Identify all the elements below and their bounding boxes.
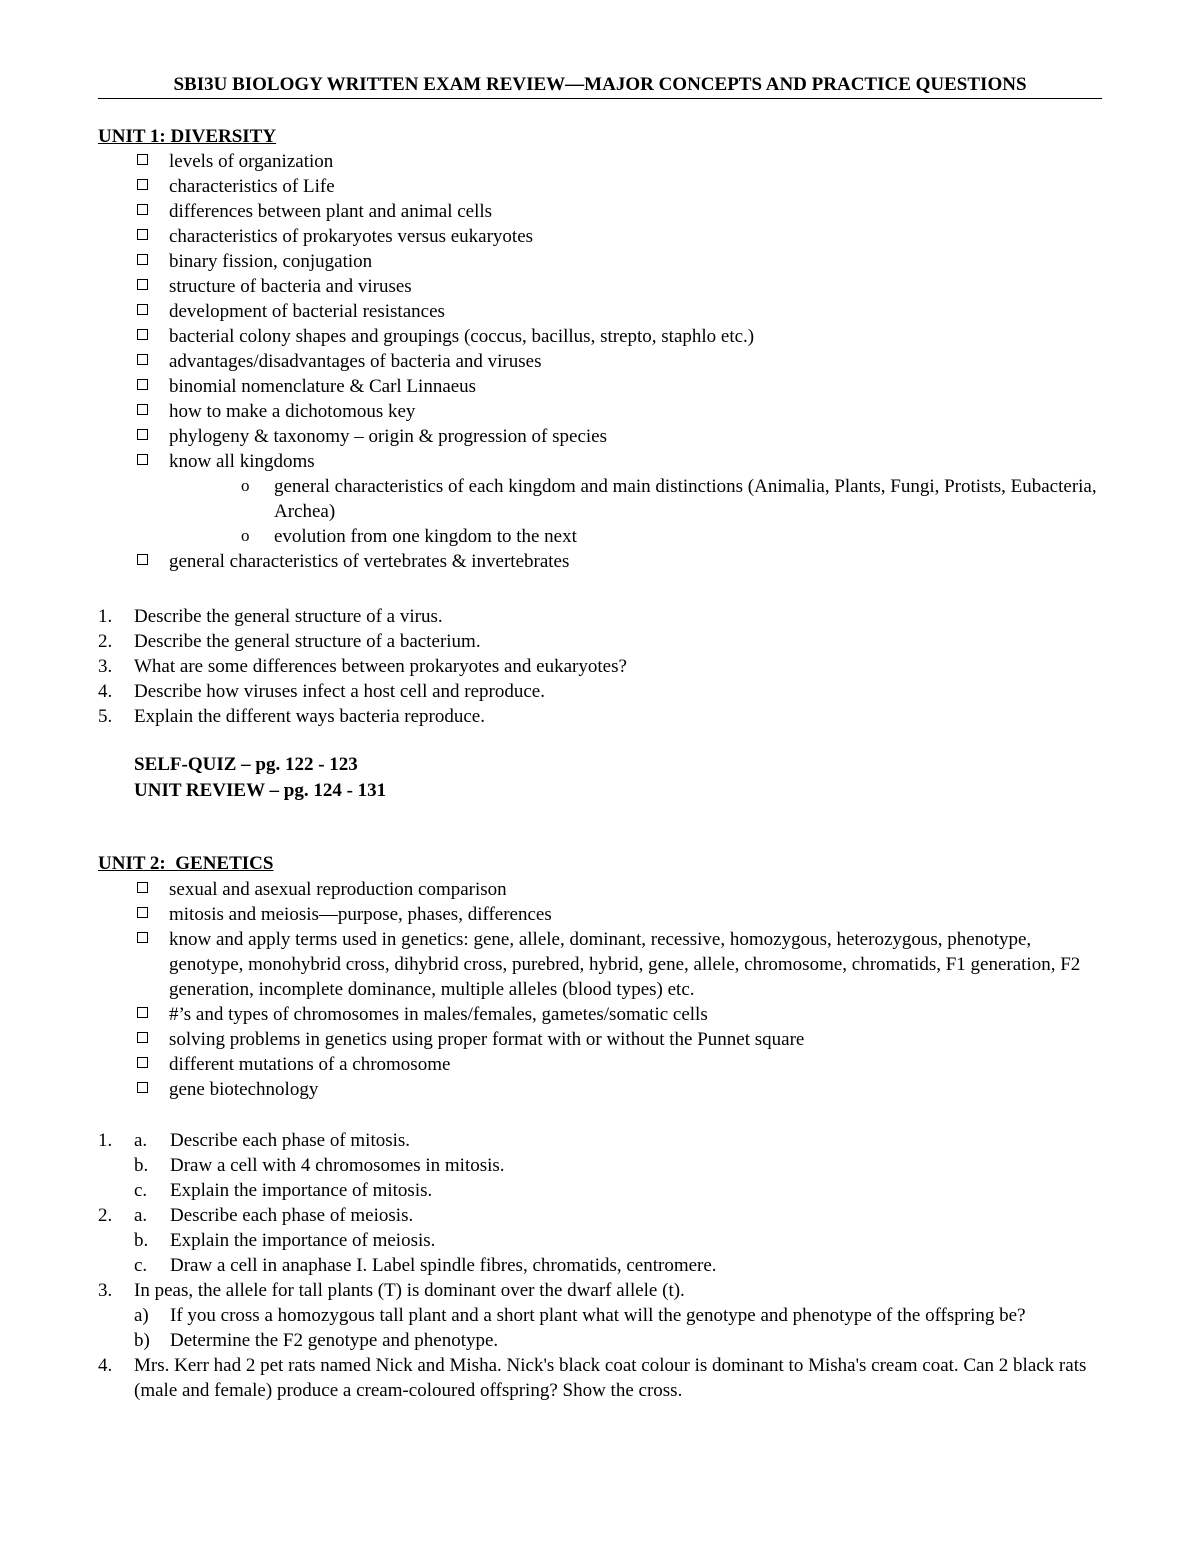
unit-1-questions — [98, 604, 1114, 729]
checkbox-icon — [137, 154, 148, 165]
document-title: SBI3U BIOLOGY WRITTEN EXAM REVIEW—MAJOR CONCEPTS AND PRACTICE QUESTIONS — [98, 72, 1102, 99]
sublist-item: o general characteristics of each kingdom and main distinctions (Animalia, Plants, Fungi, Protists, Eubacteria, Archea) — [169, 474, 1144, 524]
checklist-item: structure of bacteria and viruses — [134, 274, 1109, 299]
checklist-item: general characteristics of vertebrates & invertebrates — [134, 549, 1109, 574]
checklist-item: phylogeny & taxonomy – origin & progression of species — [134, 424, 1109, 449]
checklist-item: levels of organization — [134, 149, 1109, 174]
checkbox-icon — [137, 304, 148, 315]
checklist-item: #’s and types of chromosomes in males/females, gametes/somatic cells — [134, 1002, 1109, 1027]
question-item: 4. Mrs. Kerr had 2 pet rats named Nick and Misha. Nick's black coat colour is dominant to Misha's cream coat. Can 2 black rats (male and female) produce a cream-coloured offspring? Show the cross. — [98, 1353, 1114, 1403]
checklist-item: characteristics of Life — [134, 174, 1109, 199]
unit-1-references — [134, 752, 386, 804]
question-item: 5. Explain the different ways bacteria reproduce. — [98, 706, 485, 727]
checklist-item: know and apply terms used in genetics: gene, allele, dominant, recessive, homozygous, heterozygous, phenotype, genotype, monohybrid cross, dihybrid cross, purebred, hybrid, gene, allele, chromosome, chromatids, F1 generation, F2 generation, incomplete dominance, multiple alleles (blood types) etc. — [134, 927, 1109, 1002]
checkbox-icon — [137, 279, 148, 290]
question-item: 3. In peas, the allele for tall plants (T) is dominant over the dwarf allele (t). a) If you cross a homozygous tall plant and a short plant what will the genotype and phenotype of the offspring be? b) Determine the F2 genotype and phenotype. — [98, 1278, 1114, 1353]
checkbox-icon — [137, 404, 148, 415]
checkbox-icon — [137, 329, 148, 340]
question-item: 4. Describe how viruses infect a host cell and reproduce. — [98, 681, 545, 702]
checkbox-icon — [137, 932, 148, 943]
checklist-item: solving problems in genetics using proper format with or without the Punnet square — [134, 1027, 1109, 1052]
checkbox-icon — [137, 229, 148, 240]
checkbox-icon — [137, 1057, 148, 1068]
checkbox-icon — [137, 354, 148, 365]
sub-question: c. Explain the importance of mitosis. — [134, 1180, 433, 1201]
checklist-item: how to make a dichotomous key — [134, 399, 1109, 424]
unit-1-heading: UNIT 1: DIVERSITY — [98, 126, 277, 147]
checkbox-icon — [137, 254, 148, 265]
question-item: 1. Describe the general structure of a virus. — [98, 606, 443, 627]
unit-2-heading: UNIT 2: GENETICS — [98, 853, 274, 874]
self-quiz-reference: SELF-QUIZ – pg. 122 - 123 — [134, 754, 358, 775]
sub-question: b. Explain the importance of meiosis. — [134, 1230, 436, 1251]
sublist-item: o evolution from one kingdom to the next — [169, 524, 1144, 549]
unit-1-checklist — [134, 149, 1109, 574]
sub-question: a) If you cross a homozygous tall plant and a short plant what will the genotype and phenotype of the offspring be? — [134, 1305, 1026, 1326]
checklist-item: advantages/disadvantages of bacteria and viruses — [134, 349, 1109, 374]
checkbox-icon — [137, 454, 148, 465]
checklist-item: binary fission, conjugation — [134, 249, 1109, 274]
checklist-item: sexual and asexual reproduction comparison — [134, 877, 1109, 902]
checklist-item: bacterial colony shapes and groupings (coccus, bacillus, strepto, staphlo etc.) — [134, 324, 1109, 349]
checkbox-icon — [137, 1082, 148, 1093]
checkbox-icon — [137, 379, 148, 390]
question-text: In peas, the allele for tall plants (T) is dominant over the dwarf allele (t). — [134, 1280, 685, 1301]
checklist-item: binomial nomenclature & Carl Linnaeus — [134, 374, 1109, 399]
question-item: 2. Describe the general structure of a bacterium. — [98, 631, 481, 652]
unit-review-reference: UNIT REVIEW – pg. 124 - 131 — [134, 780, 387, 801]
checklist-item: gene biotechnology — [134, 1077, 1109, 1102]
checkbox-icon — [137, 1032, 148, 1043]
sub-question: a. Describe each phase of meiosis. — [134, 1205, 414, 1226]
question-item: 3. What are some differences between prokaryotes and eukaryotes? — [98, 656, 627, 677]
checkbox-icon — [137, 882, 148, 893]
sub-question: c. Draw a cell in anaphase I. Label spindle fibres, chromatids, centromere. — [134, 1255, 717, 1276]
checkbox-icon — [137, 1007, 148, 1018]
unit-2-questions — [98, 1128, 1114, 1403]
question-item: 1. a. Describe each phase of mitosis. b. Draw a cell with 4 chromosomes in mitosis. c. Explain the importance of mitosis. — [98, 1128, 1114, 1203]
checkbox-icon — [137, 554, 148, 565]
checklist-item: characteristics of prokaryotes versus eukaryotes — [134, 224, 1109, 249]
sub-question: b. Draw a cell with 4 chromosomes in mitosis. — [134, 1155, 505, 1176]
checkbox-icon — [137, 429, 148, 440]
sub-question: b) Determine the F2 genotype and phenotype. — [134, 1330, 499, 1351]
checkbox-icon — [137, 179, 148, 190]
checkbox-icon — [137, 204, 148, 215]
question-item: 2. a. Describe each phase of meiosis. b. Explain the importance of meiosis. c. Draw a cell in anaphase I. Label spindle fibres, chromatids, centromere. — [98, 1203, 1114, 1278]
question-text: Mrs. Kerr had 2 pet rats named Nick and Misha. Nick's black coat colour is dominant to Misha's cream coat. Can 2 black rats (male and female) produce a cream-coloured offspring? Show the cross. — [134, 1355, 1087, 1401]
sub-question: a. Describe each phase of mitosis. — [134, 1130, 411, 1151]
checklist-item: mitosis and meiosis—purpose, phases, differences — [134, 902, 1109, 927]
checklist-item: different mutations of a chromosome — [134, 1052, 1109, 1077]
checklist-item: know all kingdoms o general characteristics of each kingdom and main distinctions (Animalia, Plants, Fungi, Protists, Eubacteria, Archea) o evolution from one kingdom to the next — [134, 449, 1109, 549]
checkbox-icon — [137, 907, 148, 918]
checklist-item: differences between plant and animal cells — [134, 199, 1109, 224]
unit-2-checklist — [134, 877, 1109, 1102]
bullet-o: o — [241, 526, 250, 545]
checklist-item: development of bacterial resistances — [134, 299, 1109, 324]
bullet-o: o — [241, 476, 250, 495]
kingdom-sublist — [169, 474, 1109, 549]
